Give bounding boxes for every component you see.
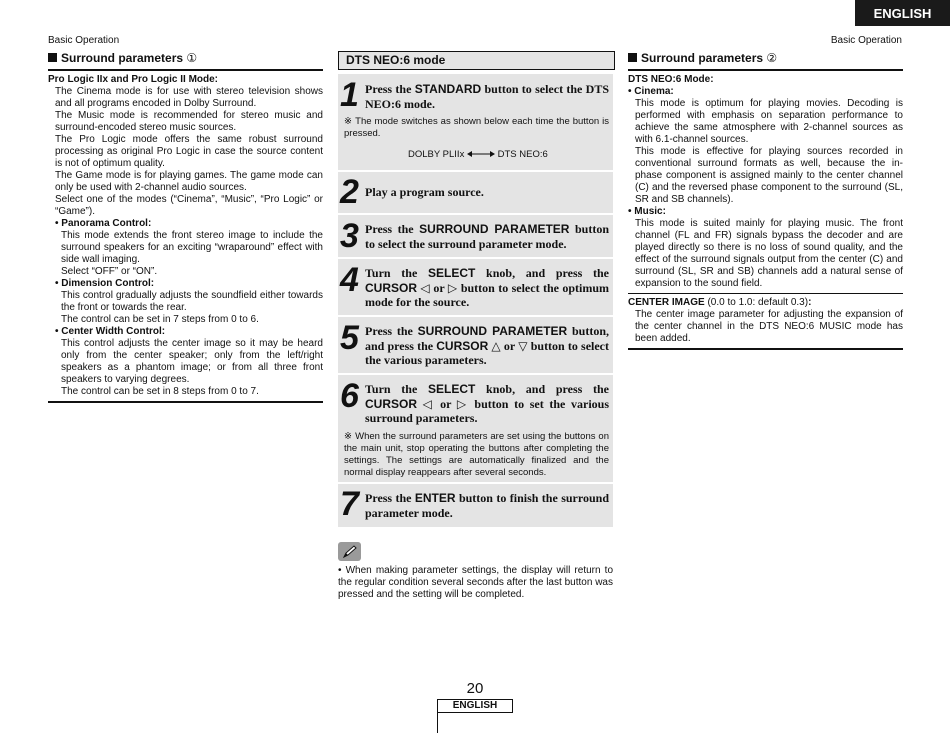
control-text: This control gradually adjusts the soundfield either towards the front or towards the rear. [61,290,323,313]
dts-title: DTS NEO:6 mode [346,53,446,67]
pencil-icon [338,542,361,561]
step-divider [338,257,613,259]
square-bullet-icon [628,53,637,62]
mode-from: DOLBY PLIIx [408,149,465,160]
left-subheading: Pro Logic IIx and Pro Logic II Mode: [48,74,219,85]
step-divider [338,170,613,172]
right-bottom-rule [628,348,903,350]
pencil-footnote: • When making parameter settings, the display will return to the regular condition several seconds after the last button was pressed and the setting will be completed. [338,565,613,600]
control-text: The control can be set in 7 steps from 0 to 6. [61,314,259,325]
right-section-title: Surround parameters ② [628,51,903,65]
step-number: 1 [340,76,359,114]
right-column [628,51,903,350]
cinema-text [628,98,903,206]
step-1-note: ※ The mode switches as shown below each time the button is pressed. [344,116,609,139]
music-para: This mode is suited mainly for playing music. The front channel (FL and FR) signals bypass the decoder and are played directly so there is no loss of sound quality, and the effect of the surround signals output from the center (C) and surround (SL, SR and SB) channels add a natural sense of expansion to the sound field. [635,218,903,289]
control-name: • Panorama Control: [55,218,152,229]
mode-to: DTS NEO:6 [497,149,548,160]
left-intro-para: The Music mode is recommended for stereo music and surround-encoded stereo music sources. [55,110,323,133]
step-4-text: Turn the SELECT knob, and press the CURSOR ◁ or ▷ button to select the optimum mode for the source. [365,266,609,309]
step-divider [338,213,613,215]
step-divider [338,315,613,317]
step-number: 2 [340,173,359,211]
control-text: This control adjusts the center image so it may be heard only from the center speaker; only from the left/right speakers as a phantom image; or from all three front speakers to varying degrees. [61,338,323,385]
cinema-label: • Cinema: [628,86,674,97]
step-number: 5 [340,319,359,357]
center-image-heading: CENTER IMAGE (0.0 to 1.0: default 0.3): [628,297,812,308]
center-image-text: The center image parameter for adjusting the expansion of the center channel in the DTS NEO:6 MUSIC mode has been added. [635,309,903,344]
right-subheading: DTS NEO:6 Mode: [628,74,714,85]
step-6-text: Turn the SELECT knob, and press the CURSOR ◁ or ▷ button to set the various surround parameters. [365,382,609,425]
right-mid-rule [628,293,903,294]
left-intro-para: The Pro Logic mode offers the same robust surround processing as original Pro Logic in case the source content is not of optimum quality. [55,134,323,169]
step-number: 6 [340,377,359,415]
left-column [48,51,323,403]
step-5-text: Press the SURROUND PARAMETER button, and press the CURSOR △ or ▽ button to select the various parameters. [365,324,610,367]
right-title-rule [628,69,903,71]
left-intro [48,86,323,218]
control-name: • Center Width Control: [55,326,166,337]
left-intro-para: Select one of the modes (“Cinema”, “Music”, “Pro Logic” or “Game”). [55,194,323,217]
left-bottom-rule [48,401,323,403]
music-label: • Music: [628,206,666,217]
step-number: 7 [340,485,359,523]
step-1-text: Press the STANDARD button to select the DTS NEO:6 mode. [365,82,610,111]
dts-title-box [338,51,615,70]
language-tab: ENGLISH [855,0,950,26]
left-intro-para: The Cinema mode is for use with stereo television shows and all programs encoded in Dolby Surround. [55,86,323,109]
header-right-section: Basic Operation [830,35,902,46]
left-intro-para: The Game mode is for playing games. The game mode can only be used with 2-channel audio sources. [55,170,323,193]
left-title-rule [48,69,323,71]
left-controls [48,218,323,398]
square-bullet-icon [48,53,57,62]
control-text: Select “OFF” or “ON”. [61,266,158,277]
step-divider [338,482,613,484]
control-name: • Dimension Control: [55,278,155,289]
music-text [628,218,903,290]
footer-language: ENGLISH [437,699,513,713]
step-2-text: Play a program source. [365,185,484,199]
left-section-title: Surround parameters ① [48,51,323,65]
control-text: This mode extends the front stereo image to include the surround speakers for an exciting “wraparound” effect with side wall imaging. [61,230,323,265]
control-text: The control can be set in 8 steps from 0 to 7. [61,386,259,397]
cinema-para: This mode is optimum for playing movies. Decoding is performed with emphasis on separation performance to achieve the same atmosphere with 2-channel sources as with 6.1-channel sources. [635,98,903,145]
double-arrow-icon [467,150,495,158]
step-number: 3 [340,217,359,255]
step-3-text: Press the SURROUND PARAMETER button to select the surround parameter mode. [365,222,610,251]
step-number: 4 [340,261,359,299]
mode-switch-diagram [408,149,548,160]
footer-rule [437,712,438,733]
cinema-para: This mode is effective for playing sources recorded in conventional surround formats as well, because the in-phase component is assigned mainly to the center channel (C) and the reversed phase component to the surround (SL, SR and SB channels). [635,146,903,205]
header-left-section: Basic Operation [48,35,120,46]
step-7-text: Press the ENTER button to finish the surround parameter mode. [365,491,609,520]
step-divider [338,373,613,375]
page-number: 20 [466,680,484,697]
steps-panel [338,74,613,527]
step-6-note: ※ When the surround parameters are set using the buttons on the main unit, stop operating the buttons after completing the settings. The settings are automatically finalized and the normal display reappears after several seconds. [344,431,609,478]
